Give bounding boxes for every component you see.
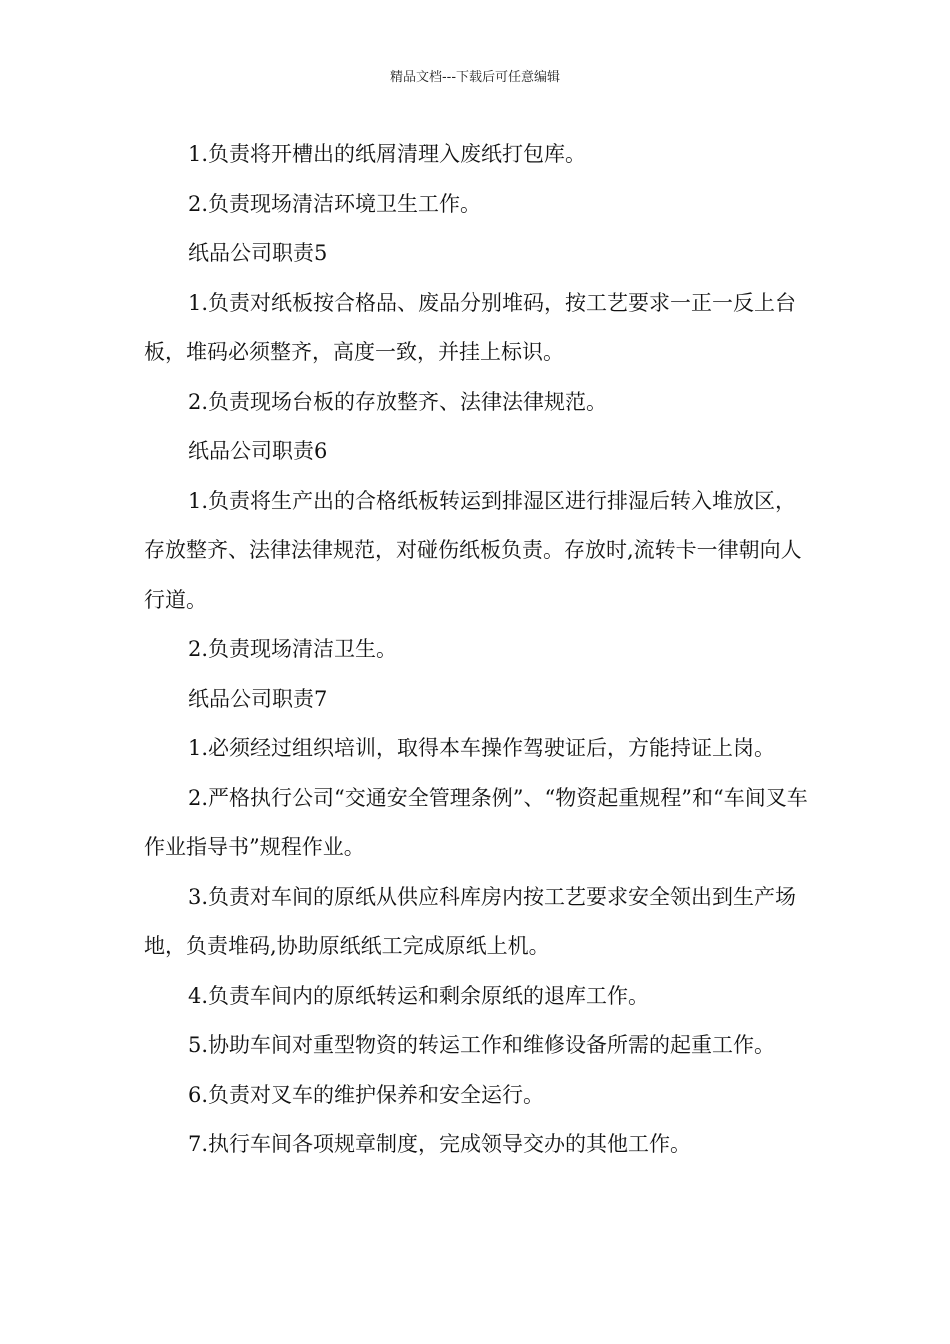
page-header: 精品文档---下载后可任意编辑: [389, 70, 561, 85]
section-heading: 纸品公司职责6: [188, 439, 328, 463]
paragraph: 2.负责现场清洁卫生。: [188, 637, 398, 661]
paragraph: 1.负责将生产出的合格纸板转运到排湿区进行排湿后转入堆放区，存放整齐、法律法律规范，对碰伤纸板负责。存放时,流转卡一律朝向人行道。: [144, 488, 802, 612]
paragraph: 2.严格执行公司“交通安全管理条例”、“物资起重规程”和“车间叉车作业指导书”规程作业。: [144, 785, 808, 859]
paragraph: 4.负责车间内的原纸转运和剩余原纸的退库工作。: [188, 983, 650, 1008]
paragraph: 6.负责对叉车的维护保养和安全运行。: [188, 1082, 545, 1107]
section-heading: 纸品公司职责7: [188, 686, 328, 711]
paragraph: 2.负责现场清洁环境卫生工作。: [188, 191, 482, 216]
paragraph: 1.负责将开槽出的纸屑清理入废纸打包库。: [188, 142, 587, 166]
paragraph: 2.负责现场台板的存放整齐、法律法律规范。: [188, 389, 608, 414]
paragraph: 5.协助车间对重型物资的转运工作和维修设备所需的起重工作。: [188, 1033, 776, 1057]
paragraph: 1.必须经过组织培训，取得本车操作驾驶证后，方能持证上岗。: [188, 736, 776, 760]
paragraph: 7.执行车间各项规章制度，完成领导交办的其他工作。: [188, 1132, 692, 1156]
paragraph: 1.负责对纸板按合格品、废品分别堆码，按工艺要求一正一反上台板，堆码必须整齐，高度一致，并挂上标识。: [144, 290, 797, 364]
section-heading: 纸品公司职责5: [188, 241, 328, 265]
paragraph: 3.负责对车间的原纸从供应科库房内按工艺要求安全领出到生产场地，负责堆码,协助原纸纸工完成原纸上机。: [144, 884, 797, 958]
document-body: [144, 130, 808, 1170]
